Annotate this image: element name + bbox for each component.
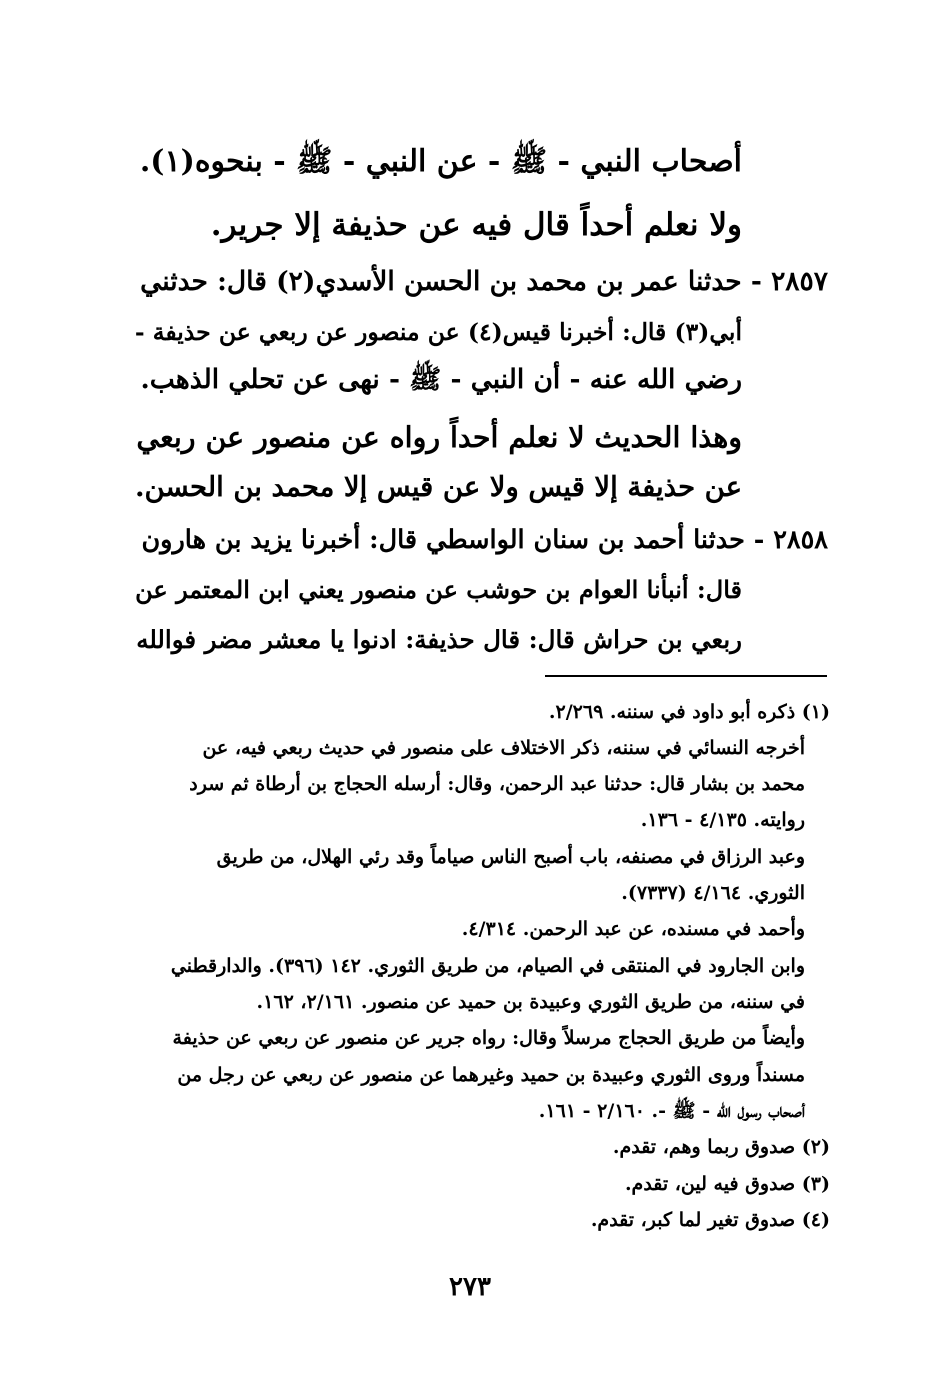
footnote-4: (٤) صدوق تغير لما كبر، تقدم.: [590, 1209, 830, 1231]
footnote-line: في سننه، من طريق الثوري وعبيدة بن حميد عن منصور. ٢/١٦١، ١٦٢.: [256, 991, 805, 1013]
footnote-2: (٢) صدوق ربما وهم، تقدم.: [612, 1136, 830, 1158]
footnote-line: أصحاب رسول الله - ﷺ -. ٢/١٦٠ - ١٦١.: [538, 1100, 805, 1122]
text-line: رضي الله عنه - أن النبي - ﷺ - نهى عن تحلي الذهب.: [140, 364, 742, 395]
footnote-line: وأيضاً من طريق الحجاج مرسلاً وقال: رواه جرير عن منصور عن ربعي عن حذيفة: [172, 1027, 805, 1049]
footnote-line: وابن الجارود في المنتقى في الصيام، من طريق الثوري. ١٤٢ (٣٩٦). والدارقطني: [170, 955, 805, 977]
text-line: أبي(٣) قال: أخبرنا قيس(٤) عن منصور عن ربعي عن حذيفة -: [134, 318, 742, 346]
footnote-3: (٣) صدوق فيه لين، تقدم.: [624, 1173, 830, 1195]
footnote-1: (١) ذكره أبو داود في سننه. ٢/٢٦٩.: [548, 701, 830, 723]
footnote-line: وأحمد في مسنده، عن عبد الرحمن. ٤/٣١٤.: [461, 918, 805, 940]
page-number: ٢٧٣: [449, 1272, 491, 1302]
footnote-line: محمد بن بشار قال: حدثنا عبد الرحمن، وقال: أرسله الحجاج بن أرطاة ثم سرد: [189, 773, 805, 795]
footnote-line: أخرجه النسائي في سننه، ذكر الاختلاف على منصور في حديث ربعي فيه، عن: [202, 737, 805, 759]
text-line: عن حذيفة إلا قيس ولا عن قيس إلا محمد بن الحسن.: [134, 471, 742, 503]
footnote-line: الثوري. ٤/١٦٤ (٧٣٣٧).: [621, 882, 805, 904]
text-line: أصحاب النبي - ﷺ - عن النبي - ﷺ - بنحوه(١).: [139, 144, 742, 179]
footnote-line: روايته. ٤/١٣٥ - ١٣٦.: [640, 809, 805, 831]
footnote-separator: [545, 675, 827, 677]
text-line: وهذا الحديث لا نعلم أحداً رواه عن منصور عن ربعي: [136, 420, 742, 454]
text-line: ولا نعلم أحداً قال فيه عن حذيفة إلا جرير.: [210, 207, 742, 243]
footnote-line: وعبد الرزاق في مصنفه، باب أصبح الناس صياماً وقد رئي الهلال، من طريق: [216, 846, 805, 868]
text-line: ربعي بن حراش قال: قال حذيفة: ادنوا يا معشر مضر فوالله: [136, 625, 742, 654]
text-line: قال: أنبأنا العوام بن حوشب عن منصور يعني ابن المعتمر عن: [135, 575, 742, 604]
footnote-line: مسنداً وروى الثوري وعبيدة بن حميد وغيرهما عن منصور عن ربعي عن رجل من: [177, 1064, 805, 1086]
hadith-2858-heading: ٢٨٥٨ - حدثنا أحمد بن سنان الواسطي قال: أخبرنا يزيد بن هارون: [141, 525, 828, 555]
hadith-2857-heading: ٢٨٥٧ - حدثنا عمر بن محمد بن الحسن الأسدي(٢) قال: حدثني: [140, 266, 828, 297]
